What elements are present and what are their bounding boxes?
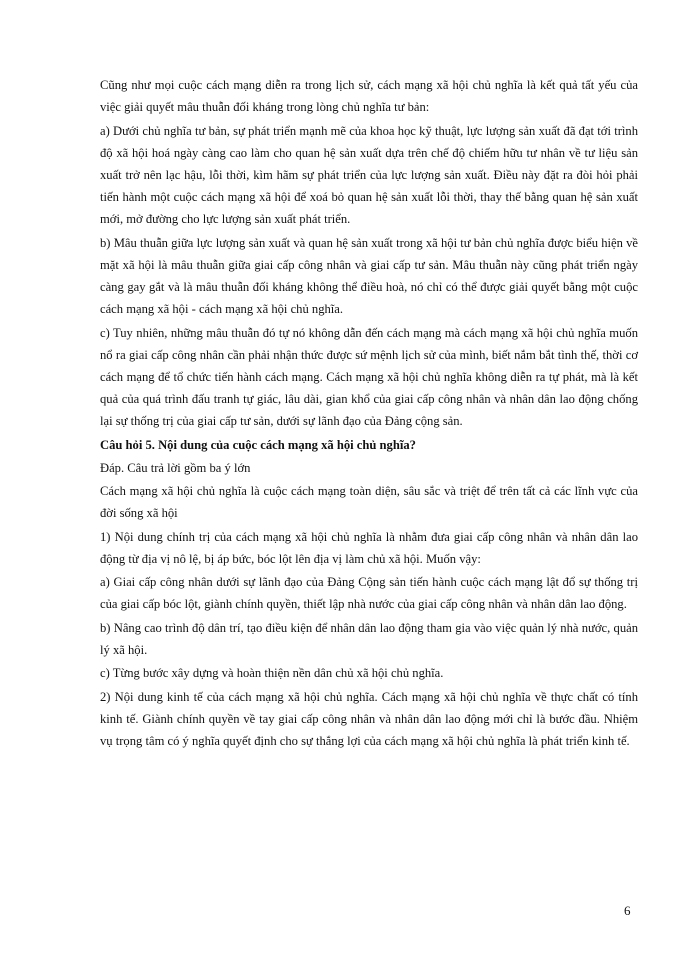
paragraph-c-conscious-struggle: c) Tuy nhiên, những mâu thuẫn đó tự nó không dẫn đến cách mạng mà cách mạng xã hội chủ nghĩa muốn nổ ra giai cấp công nhân cần phải nhận thức được sứ mệnh lịch sử của mình, biết nắm bắt tình thế, thời cơ cách mạng để tổ chức tiến hành cách mạng. Cách mạng xã hội chủ nghĩa không diễn ra tự phát, mà là kết quả của quá trình đấu tranh tự giác, lâu dài, gian khổ của giai cấp công nhân và nhân dân lao động chống lại sự thống trị của giai cấp tư sản, dưới sự lãnh đạo của Đảng cộng sản. bbox=[100, 325, 638, 429]
answer-intro: Đáp. Câu trả lời gồm ba ý lớn bbox=[100, 460, 251, 475]
political-content-paragraph: 1) Nội dung chính trị của cách mạng xã hội chủ nghĩa là nhằm đưa giai cấp công nhân và nhân dân lao động từ địa vị nô lệ, bị áp bức, bóc lột lên địa vị làm chủ xã hội. Muốn vậy: bbox=[100, 529, 638, 566]
page-number: 6 bbox=[624, 903, 631, 918]
political-item-b: b) Nâng cao trình độ dân trí, tạo điều kiện để nhân dân lao động tham gia vào việc quản lý nhà nước, quản lý xã hội. bbox=[100, 620, 638, 657]
political-item-a: a) Giai cấp công nhân dưới sự lãnh đạo của Đảng Cộng sản tiến hành cuộc cách mạng lật đổ sự thống trị của giai cấp bóc lột, giành chính quyền, thiết lập nhà nước của giai cấp công nhân và nhân dân lao động. bbox=[100, 575, 638, 612]
document-body bbox=[100, 74, 638, 753]
paragraph-b-class-contradiction: b) Mâu thuẫn giữa lực lượng sản xuất và quan hệ sản xuất trong xã hội tư bản chủ nghĩa được biểu hiện về mặt xã hội là mâu thuẫn giữa giai cấp công nhân và giai cấp tư sản. Mâu thuẫn này cũng phát triển ngày càng gay gắt và là mâu thuẫn đối kháng không thể điều hoà, nó chỉ có thể được giải quyết bằng một cuộc cách mạng xã hội - cách mạng xã hội chủ nghĩa. bbox=[100, 235, 638, 317]
revolution-definition: Cách mạng xã hội chủ nghĩa là cuộc cách mạng toàn diện, sâu sắc và triệt để trên tất cả các lĩnh vực của đời sống xã hội bbox=[100, 484, 638, 521]
intro-paragraph: Cũng như mọi cuộc cách mạng diễn ra trong lịch sử, cách mạng xã hội chủ nghĩa là kết quả tất yếu của việc giải quyết mâu thuẫn đối kháng trong lòng chủ nghĩa tư bản: bbox=[100, 78, 638, 115]
paragraph-a-productive-forces: a) Dưới chủ nghĩa tư bản, sự phát triển mạnh mẽ của khoa học kỹ thuật, lực lượng sản xuất đã đạt tới trình độ xã hội hoá ngày càng cao làm cho quan hệ sản xuất dựa trên chế độ chiếm hữu tư nhân về tư liệu sản xuất trở nên lạc hậu, lỗi thời, kìm hãm sự phát triển của lực lượng sản xuất. Điều này đặt ra đòi hỏi phải tiến hành một cuộc cách mạng xã hội để xoá bỏ quan hệ sản xuất lỗi thời, thay thế bằng quan hệ sản xuất mới, mở đường cho lực lượng sản xuất phát triển. bbox=[100, 123, 638, 227]
question-5-heading: Câu hỏi 5. Nội dung của cuộc cách mạng xã hội chủ nghĩa? bbox=[100, 437, 416, 452]
political-item-c: c) Từng bước xây dựng và hoàn thiện nền dân chủ xã hội chủ nghĩa. bbox=[100, 666, 444, 681]
economic-content-paragraph: 2) Nội dung kinh tế của cách mạng xã hội chủ nghĩa. Cách mạng xã hội chủ nghĩa về thực chất có tính kinh tế. Giành chính quyền về tay giai cấp công nhân và nhân dân lao động mới chỉ là bước đầu. Nhiệm vụ trọng tâm có ý nghĩa quyết định cho sự thắng lợi của cách mạng xã hội chủ nghĩa là phát triển kinh tế. bbox=[100, 689, 638, 748]
